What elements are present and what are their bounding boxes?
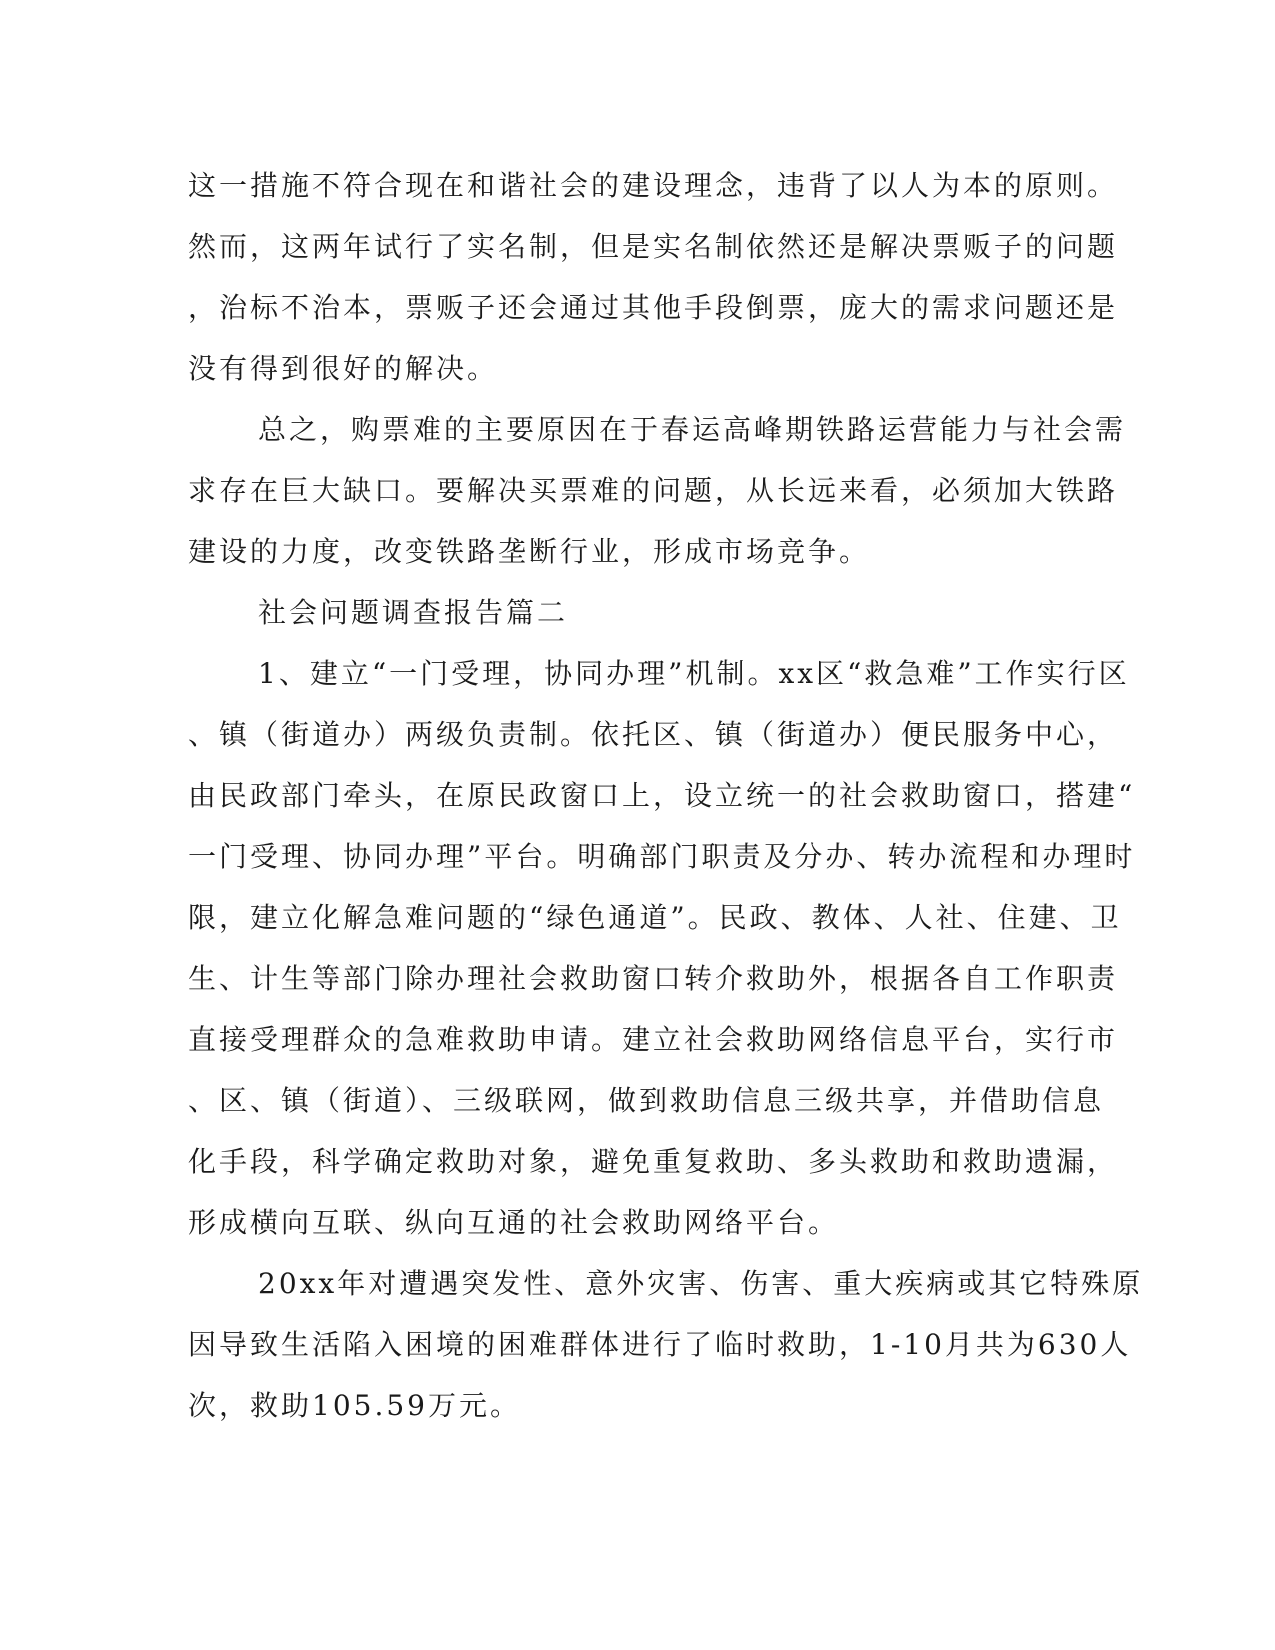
section-heading: 社会问题调查报告篇二	[258, 596, 569, 629]
paragraph-line: 、镇（街道办）两级负责制。依托区、镇（街道办）便民服务中心，	[188, 718, 1119, 751]
paragraph-line: 由民政部门牵头，在原民政窗口上，设立统一的社会救助窗口，搭建“	[188, 779, 1136, 812]
paragraph-line: 生、计生等部门除办理社会救助窗口转介救助外，根据各自工作职责	[188, 962, 1119, 995]
paragraph-line: 20xx年对遭遇突发性、意外灾害、伤害、重大疾病或其它特殊原	[258, 1267, 1144, 1300]
paragraph-line: 次，救助105.59万元。	[188, 1389, 521, 1422]
paragraph-line: 形成横向互联、纵向互通的社会救助网络平台。	[188, 1206, 840, 1239]
paragraph-line: 直接受理群众的急难救助申请。建立社会救助网络信息平台，实行市	[188, 1023, 1119, 1056]
paragraph-line: ，治标不治本，票贩子还会通过其他手段倒票，庞大的需求问题还是	[188, 291, 1119, 324]
paragraph-line: 因导致生活陷入困境的困难群体进行了临时救助，1-10月共为630人	[188, 1328, 1132, 1361]
document-body	[188, 155, 1144, 1436]
paragraph-line: 建设的力度，改变铁路垄断行业，形成市场竞争。	[188, 535, 871, 568]
paragraph-line: 限，建立化解急难问题的“绿色通道”。民政、教体、人社、住建、卫	[188, 901, 1122, 934]
paragraph-line: 、区、镇（街道）、三级联网，做到救助信息三级共享，并借助信息	[188, 1084, 1105, 1117]
paragraph-line: 化手段，科学确定救助对象，避免重复救助、多头救助和救助遗漏，	[188, 1145, 1119, 1178]
paragraph-line: 一门受理、协同办理”平台。明确部门职责及分办、转办流程和办理时	[188, 840, 1136, 873]
paragraph-line: 总之，购票难的主要原因在于春运高峰期铁路运营能力与社会需	[258, 413, 1127, 446]
paragraph-line: 1、建立“一门受理，协同办理”机制。xx区“救急难”工作实行区	[258, 657, 1130, 690]
paragraph-line: 没有得到很好的解决。	[188, 352, 499, 385]
paragraph-line: 求存在巨大缺口。要解决买票难的问题，从长远来看，必须加大铁路	[188, 474, 1119, 507]
paragraph-line: 这一措施不符合现在和谐社会的建设理念，违背了以人为本的原则。	[188, 169, 1119, 202]
paragraph-line: 然而，这两年试行了实名制，但是实名制依然还是解决票贩子的问题	[188, 230, 1119, 263]
